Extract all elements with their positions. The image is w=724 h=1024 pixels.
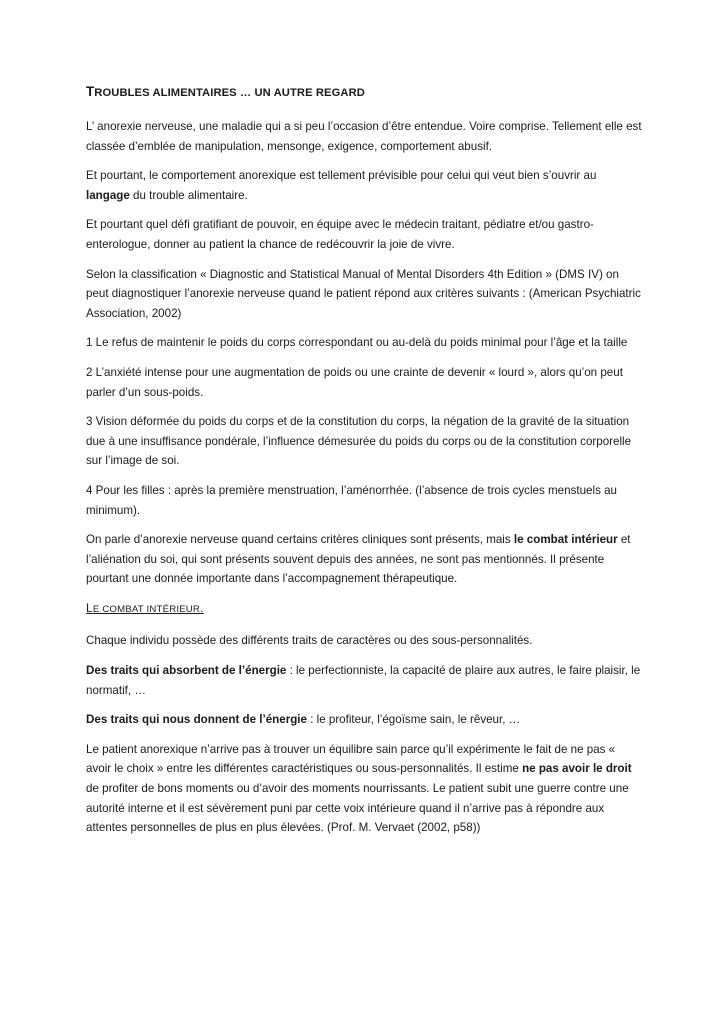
paragraph-traits-absorb [86, 661, 642, 700]
traits-absorb-text: : le perfectionniste, la capacité de plaire aux autres, le faire plaisir, le normatif, … [86, 664, 641, 697]
paragraph-traits: Chaque individu possède des différents traits de caractères ou des sous-personnalités. [86, 634, 533, 648]
criterion-2: 2 L’anxiété intense pour une augmentation de poids ou une crainte de devenir « lourd », alors qu’on peut parler d’un sous-poids. [86, 365, 623, 399]
section-heading-dot: . [200, 600, 204, 615]
section-heading-initial: L [86, 600, 93, 615]
paragraph-combat [86, 530, 642, 589]
paragraph-patient-bold: ne pas avoir le droit [522, 762, 632, 776]
paragraph-langage-text-b: du trouble alimentaire. [129, 188, 248, 202]
criterion-4: 4 Pour les filles : après la première menstruation, l’aménorrhée. (l’absence de trois cycles menstuels au minimum). [86, 483, 617, 517]
document-title [86, 82, 642, 103]
paragraph-combat-text-a: On parle d’anorexie nerveuse quand certains critères cliniques sont présents, mais [86, 533, 514, 547]
title-rest: ROUBLES ALIMENTAIRES … UN AUTRE REGARD [94, 87, 365, 99]
title-initial: T [86, 84, 95, 99]
paragraph-patient [86, 740, 642, 838]
traits-give-bold: Des traits qui nous donnent de l’énergie [86, 713, 307, 727]
paragraph-patient-text-a: Le patient anorexique n’arrive pas à trouver un équilibre sain parce qu’il expérimente le fait de ne pas « avoir le choix » entre les différentes caractéristiques ou sous-personnalités. Il estime [86, 742, 616, 776]
paragraph-langage-text-a: Et pourtant, le comportement anorexique est tellement prévisible pour celui qui veut bien s’ouvrir au [86, 169, 597, 183]
criterion-1: 1 Le refus de maintenir le poids du corps correspondant ou au-delà du poids minimal pour l’âge et la taille [86, 336, 628, 350]
traits-absorb-bold: Des traits qui absorbent de l’énergie [86, 664, 287, 678]
paragraph-langage [86, 166, 642, 205]
paragraph-combat-bold: le combat intérieur [513, 533, 618, 547]
document-page [86, 82, 642, 848]
paragraph-patient-text-b: de profiter de bons moments ou d’avoir des moments nourrissants. Le patient subit une guerre contre une autorité interne et il est sévèrement puni par cette voix intérieure quand il n’arrive pas à répondre aux attentes personnelles de plus en plus élevées. (Prof. M. Vervaet (2002, p58)) [86, 782, 629, 835]
traits-give-text: : le profiteur, l’égoïsme sain, le rêveur, … [306, 713, 521, 727]
paragraph-classification: Selon la classification « Diagnostic and Statistical Manual of Mental Disorders 4th Edition » (DMS IV) on peut diagnostiquer l’anorexie nerveuse quand le patient répond aux critères suivants : (American Psychiatric Association, 2002) [86, 267, 641, 320]
paragraph-traits-give [86, 710, 642, 730]
paragraph-combat-text-b: et l’aliénation du soi, qui sont présents souvent depuis des années, ne sont pas mentionnés. Il présente pourtant une donnée importante dans l’accompagnement thérapeutique. [86, 533, 631, 586]
section-heading-rest: E COMBAT INTÉRIEUR [92, 603, 201, 615]
criterion-3: 3 Vision déformée du poids du corps et de la constitution du corps, la négation de la gravité de la situation due à une insuffisance pondérale, l’influence démesurée du poids du corps ou de la constitution corporelle sur l’image de soi. [86, 415, 632, 468]
section-heading [86, 599, 642, 620]
paragraph-intro: L’ anorexie nerveuse, une maladie qui a si peu l’occasion d’être entendue. Voire comprise. Tellement elle est classée d’emblée de manipulation, mensonge, exigence, comportement abusif. [86, 120, 642, 153]
paragraph-langage-bold: langage [86, 188, 130, 202]
paragraph-defi: Et pourtant quel défi gratifiant de pouvoir, en équipe avec le médecin traitant, pédiatre et/ou gastro-enterologue, donner au patient la chance de redécouvrir la joie de vivre. [86, 218, 594, 251]
